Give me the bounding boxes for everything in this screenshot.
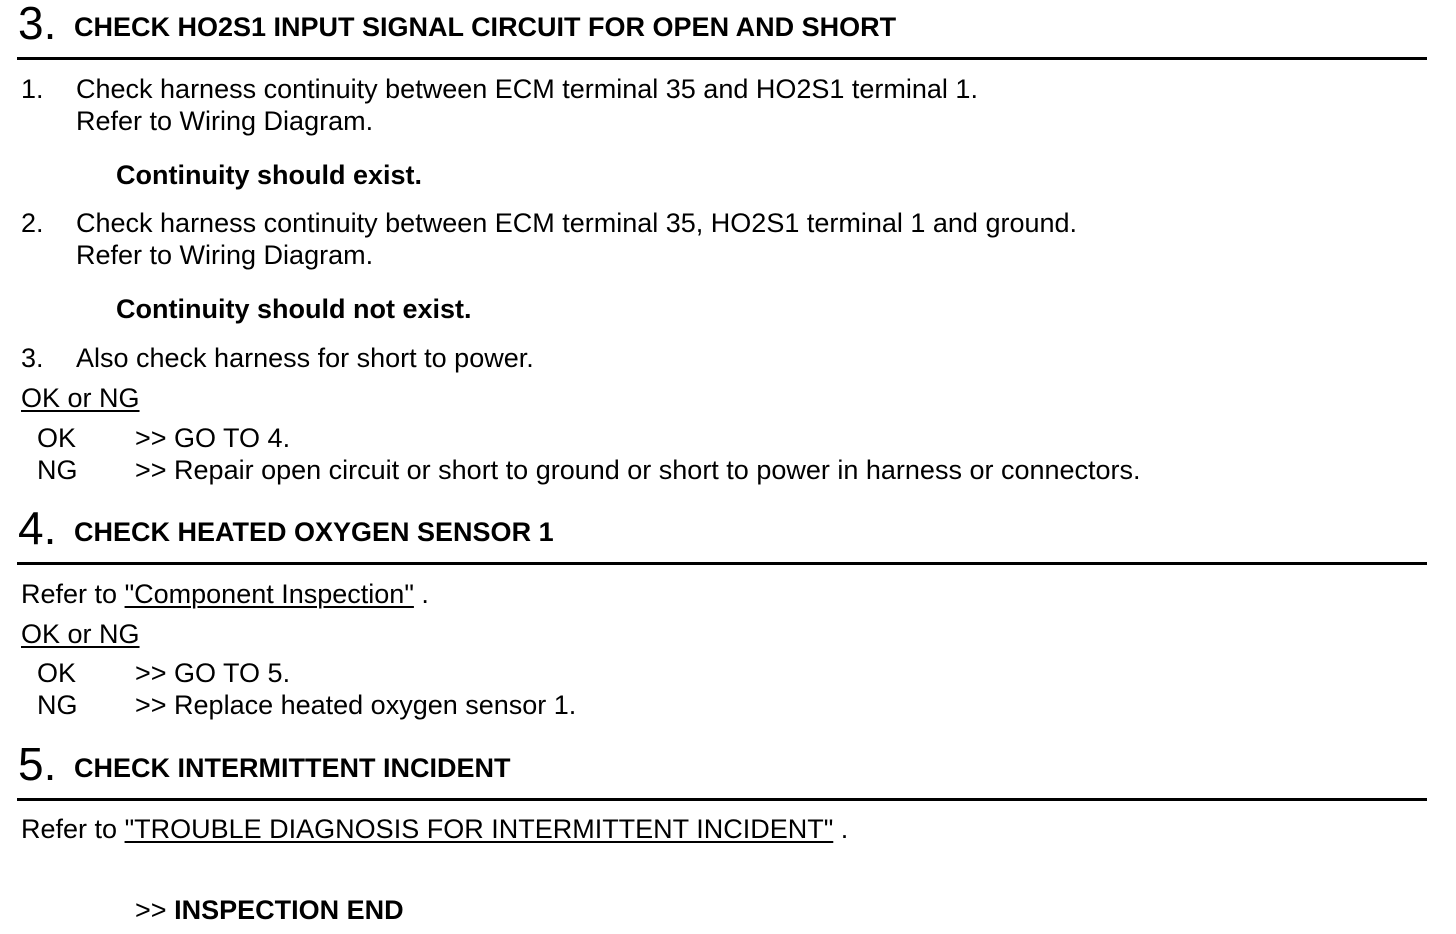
step-3-item-1-line-1: Check harness continuity between ECM terminal 35 and HO2S1 terminal 1. xyxy=(76,74,978,104)
step-3-judgement-label: OK or NG xyxy=(21,383,140,413)
step-3-item-1-number: 1. xyxy=(21,74,44,104)
step-4-result-ng-code: NG xyxy=(37,690,78,720)
step-3-item-1-line-2: Refer to Wiring Diagram. xyxy=(76,106,374,136)
step-3-item-3-number: 3. xyxy=(21,343,44,373)
step-5-refer-suffix: . xyxy=(840,814,849,844)
step-5-divider xyxy=(17,798,1427,801)
inspection-end-prefix: >> xyxy=(135,895,167,925)
step-3-item-3-line-1: Also check harness for short to power. xyxy=(76,343,534,373)
step-3-item-2-line-1: Check harness continuity between ECM terminal 35, HO2S1 terminal 1 and ground. xyxy=(76,208,1078,238)
step-3-item-2-number: 2. xyxy=(21,208,44,238)
intermittent-incident-link[interactable]: "TROUBLE DIAGNOSIS FOR INTERMITTENT INCIDENT" xyxy=(124,814,834,844)
step-4-divider xyxy=(17,562,1427,565)
step-3-item-1-spec: Continuity should exist. xyxy=(116,160,423,190)
step-4-refer-suffix: . xyxy=(421,579,429,609)
step-4-judgement-label: OK or NG xyxy=(21,619,140,649)
step-5-refer-line xyxy=(21,814,848,844)
step-4-title: CHECK HEATED OXYGEN SENSOR 1 xyxy=(74,517,554,547)
step-3-item-2-spec: Continuity should not exist. xyxy=(116,294,472,324)
step-3-result-ok-action: >> GO TO 4. xyxy=(135,423,291,453)
step-4-refer-line xyxy=(21,579,429,609)
step-3-item-2-line-2: Refer to Wiring Diagram. xyxy=(76,240,374,270)
step-4-result-ok-code: OK xyxy=(37,658,77,688)
inspection-end-label: INSPECTION END xyxy=(174,895,404,925)
step-5-number: 5. xyxy=(18,738,57,790)
step-3-result-ng-code: NG xyxy=(37,455,78,485)
step-3-title: CHECK HO2S1 INPUT SIGNAL CIRCUIT FOR OPEN AND SHORT xyxy=(74,12,897,42)
step-3-result-ng-action: >> Repair open circuit or short to ground or short to power in harness or connectors. xyxy=(135,455,1141,485)
step-4-result-ng-action: >> Replace heated oxygen sensor 1. xyxy=(135,690,577,720)
step-4-number: 4. xyxy=(18,502,57,554)
step-5-title: CHECK INTERMITTENT INCIDENT xyxy=(74,753,511,783)
step-4-result-ok-action: >> GO TO 5. xyxy=(135,658,291,688)
step-5-refer-prefix: Refer to xyxy=(21,814,118,844)
step-3-number: 3. xyxy=(18,0,57,49)
step-3-divider xyxy=(17,57,1427,60)
step-4-refer-prefix: Refer to xyxy=(21,579,118,609)
inspection-end-line xyxy=(135,895,404,925)
component-inspection-link[interactable]: "Component Inspection" xyxy=(124,579,414,609)
step-3-result-ok-code: OK xyxy=(37,423,77,453)
